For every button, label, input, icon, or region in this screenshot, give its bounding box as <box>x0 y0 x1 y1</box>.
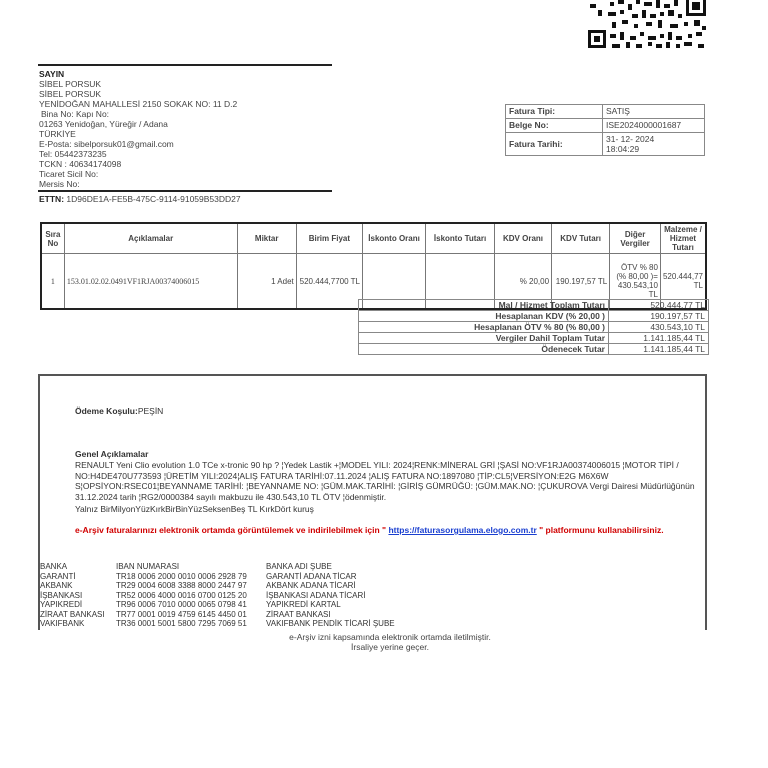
bank-iban: TR96 0006 7010 0000 0065 0798 41 <box>116 600 247 609</box>
col-header-iskonto-orani: İskonto Oranı <box>362 223 425 254</box>
totals-row <box>359 300 709 311</box>
table-row <box>40 600 395 610</box>
total-kdv-value: 190.197,57 TL <box>609 311 709 322</box>
ettn-value: 1D96DE1A-FE5B-475C-9114-91059B53DD27 <box>66 194 241 204</box>
general-notes-title: Genel Açıklamalar <box>75 449 149 459</box>
total-otv-label: Hesaplanan ÖTV % 80 (% 80,00 ) <box>359 322 609 333</box>
ettn-label: ETTN: <box>39 194 65 204</box>
bank-iban: TR77 0001 0019 4759 6145 4450 01 <box>116 609 247 619</box>
buyer-tel: Tel: 05442373235 <box>39 149 107 159</box>
col-header-sira: Sıra No <box>41 223 64 254</box>
totals-table <box>358 299 709 355</box>
bank-name: GARANTİ <box>40 571 76 581</box>
bank-name: AKBANK <box>40 581 73 590</box>
bank-name: VAKIFBANK <box>40 619 85 628</box>
buyer-email: E-Posta: sibelporsuk01@gmail.com <box>39 139 174 149</box>
buyer-bina: Bina No: Kapı No: <box>41 109 110 119</box>
col-header-iskonto-tutari: İskonto Tutarı <box>426 223 495 254</box>
col-header-birim: Birim Fiyat <box>296 223 362 254</box>
bank-table <box>40 562 395 629</box>
bank-branch: İŞBANKASI ADANA TİCARİ <box>266 590 366 600</box>
invoice-date-key: Fatura Tarihi: <box>506 133 603 156</box>
footer-line-2: İrsaliye yerine geçer. <box>351 642 429 652</box>
buyer-ticaret: Ticaret Sicil No: <box>39 169 99 179</box>
bank-branch: GARANTİ ADANA TİCAR <box>266 571 357 581</box>
invoice-date: 31- 12- 2024 <box>606 134 655 144</box>
invoice-info-row <box>506 133 705 156</box>
totals-row <box>359 333 709 344</box>
total-vergiler-label: Vergiler Dahil Toplam Tutar <box>359 333 609 344</box>
invoice-time: 18:04:29 <box>606 144 640 154</box>
buyer-address: YENİDOĞAN MAHALLESİ 2150 SOKAK NO: 11 D.2 <box>39 99 238 109</box>
bank-branch: VAKIFBANK PENDİK TİCARİ ŞUBE <box>266 619 395 628</box>
col-header-malzeme: Malzeme / Hizmet Tutarı <box>660 223 706 254</box>
bank-header-banka: BANKA <box>40 562 68 571</box>
col-header-miktar: Miktar <box>237 223 296 254</box>
cell-kdv-tutari: 190.197,57 TL <box>552 254 610 310</box>
total-vergiler-value: 1.141.185,44 TL <box>609 333 709 344</box>
buyer-tckn: TCKN : 40634174098 <box>39 159 122 169</box>
totals-row <box>359 311 709 322</box>
footer-line-1: e-Arşiv izni kapsamında elektronik ortamda iletilmiştir. <box>289 632 491 642</box>
table-row <box>40 610 395 620</box>
cell-miktar: 1 Adet <box>237 254 296 310</box>
cell-aciklama: 153.01.02.02.0491VF1RJA00374006015 <box>64 254 237 310</box>
notes-box <box>38 374 707 630</box>
buyer-bottom-rule <box>38 190 332 192</box>
bank-branch: ZİRAAT BANKASI <box>266 609 331 619</box>
payment-terms <box>75 406 163 416</box>
cell-sira: 1 <box>41 254 64 310</box>
bank-branch: YAPIKREDİ KARTAL <box>266 600 341 609</box>
cell-diger: ÖTV % 80 (% 80,00 )= 430.543,10 TL <box>610 254 661 310</box>
cell-malzeme: 520.444,77 TL <box>660 254 706 310</box>
total-kdv-label: Hesaplanan KDV (% 20,00 ) <box>359 311 609 322</box>
footer <box>240 632 540 652</box>
cell-birim: 520.444,7700 TL <box>296 254 362 310</box>
document-no-value: ISE2024000001687 <box>603 119 705 133</box>
buyer-title: SAYIN <box>39 69 65 79</box>
total-odenecek-value: 1.141.185,44 TL <box>609 344 709 355</box>
total-mal-hizmet-value: 520.444,77 TL <box>609 300 709 311</box>
items-header-row <box>41 223 706 254</box>
bank-iban: TR52 0006 4000 0016 0700 0125 20 <box>116 590 247 600</box>
earsiv-notice-post: " platformunu kullanabilirsiniz. <box>539 525 664 535</box>
earsiv-link[interactable]: https://faturasorgulama.elogo.com.tr <box>388 525 537 535</box>
earsiv-notice <box>75 525 695 536</box>
cell-kdv-orani: % 20,00 <box>494 254 551 310</box>
buyer-top-rule <box>38 64 332 66</box>
payment-terms-label: Ödeme Koşulu: <box>75 406 138 416</box>
earsiv-notice-pre: e-Arşiv faturalarınızı elektronik ortamda görüntülemek ve indirilebilmek için " <box>75 525 387 535</box>
items-table <box>40 222 707 310</box>
invoice-date-value <box>603 133 705 156</box>
qr-code <box>588 0 708 50</box>
payment-terms-value: PEŞİN <box>137 406 164 416</box>
bank-branch: AKBANK ADANA TİCARİ <box>266 581 356 590</box>
bank-iban: TR18 0006 2000 0010 0006 2928 79 <box>116 571 247 581</box>
buyer-city: 01263 Yenidoğan, Yüreğir / Adana <box>39 119 168 129</box>
buyer-name: SİBEL PORSUK <box>39 79 102 89</box>
totals-row <box>359 344 709 355</box>
bank-header-row <box>40 562 395 572</box>
total-otv-value: 430.543,10 TL <box>609 322 709 333</box>
buyer-name-2: SİBEL PORSUK <box>39 89 102 99</box>
table-row <box>40 581 395 591</box>
buyer-country: TÜRKİYE <box>39 129 76 139</box>
invoice-info-row <box>506 105 705 119</box>
bank-name: YAPIKREDİ <box>40 600 83 609</box>
table-row <box>40 572 395 582</box>
document-no-key: Belge No: <box>506 119 603 133</box>
bank-name: İŞBANKASI <box>40 590 83 600</box>
buyer-block <box>39 69 339 189</box>
total-odenecek-label: Ödenecek Tutar <box>359 344 609 355</box>
amount-in-words: Yalnız BirMilyonYüzKırkBirBinYüzSeksenBeş TL KırkDört kuruş <box>75 504 314 514</box>
col-header-aciklama: Açıklamalar <box>64 223 237 254</box>
bank-iban: TR29 0004 6008 3388 8000 2447 97 <box>116 581 247 590</box>
ettn-line <box>39 194 241 204</box>
bank-iban: TR36 0001 5001 5800 7295 7069 51 <box>116 619 247 628</box>
col-header-kdv-orani: KDV Oranı <box>494 223 551 254</box>
bank-header-iban: IBAN NUMARASI <box>116 562 180 571</box>
bank-header-sube: BANKA ADI ŞUBE <box>266 562 332 571</box>
invoice-info-row <box>506 119 705 133</box>
table-row <box>40 591 395 601</box>
invoice-type-key: Fatura Tipi: <box>506 105 603 119</box>
total-mal-hizmet-label: Mal / Hizmet Toplam Tutarı <box>359 300 609 311</box>
table-row <box>40 619 395 629</box>
bank-name: ZİRAAT BANKASI <box>40 609 105 619</box>
invoice-info-table <box>505 104 705 156</box>
invoice-type-value: SATIŞ <box>603 105 705 119</box>
col-header-diger: Diğer Vergiler <box>610 223 661 254</box>
totals-row <box>359 322 709 333</box>
col-header-kdv-tutari: KDV Tutarı <box>552 223 610 254</box>
buyer-mersis: Mersis No: <box>39 179 80 189</box>
general-notes-text: RENAULT Yeni Clio evolution 1.0 TCe x-tronic 90 hp ? ¦Yedek Lastik +¦MODEL YILI: 2024¦RENK:MİNERAL GRİ ¦ŞASİ NO:VF1RJA00374006015 ¦MOTOR TİPİ / NO:H4DE470U773593 ¦ÜRETİM YILI:2024¦ALIŞ FATURA TARİHİ:07.11.2024 ¦ALIŞ FATURA NO:1897080 ¦TİP:CL5¦VERSİYON:E2G M6X6W S¦OPSİYON:RSEC01¦BEYANNAME TARİHİ: ¦BEYANNAME NO: ¦GÜM.MAK.TARİHİ: ¦GİRİŞ GÜMRÜĞÜ: ¦GÜM.MAK.NO: ¦ÇUKUROVA Vergi Dairesi Müdürlüğünün 31.12.2024 tarih ¦RG2/0000384 sayılı makbuzu ile 430.543,10 TL ÖTV ¦ödenmiştir. <box>75 460 695 502</box>
